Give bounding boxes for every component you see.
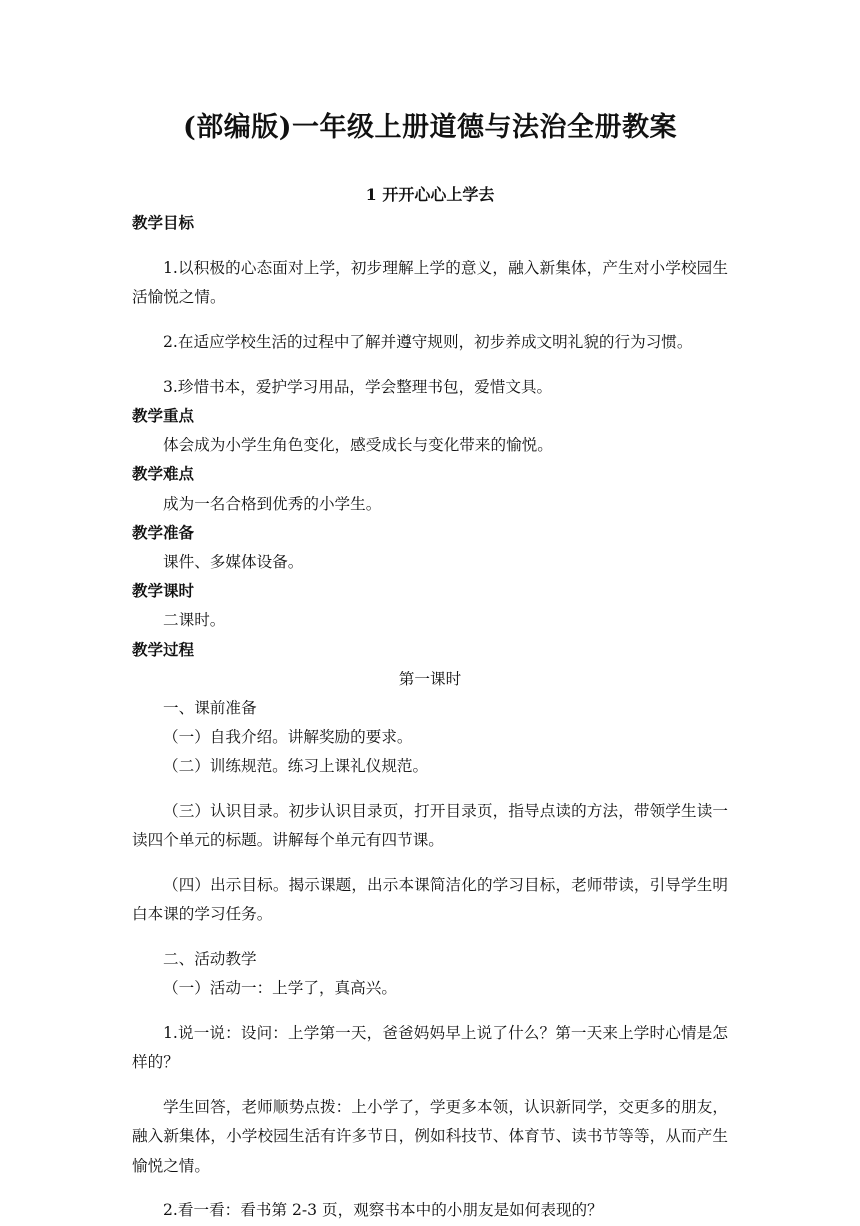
activity-1-question-2: 2.看一看：看书第 2-3 页，观察书本中的小朋友是如何表现的？ xyxy=(163,1201,603,1220)
heading-teaching-difficulties: 教学难点 xyxy=(132,465,195,484)
heading-teaching-preparation: 教学准备 xyxy=(132,523,195,542)
step-1-item-a: （一）自我介绍。讲解奖励的要求。 xyxy=(163,728,413,747)
step-2-title: 二、活动教学 xyxy=(163,950,257,969)
activity-1-question-1: 1.说一说：设问：上学第一天，爸爸妈妈早上说了什么？第一天来上学时心情是怎样的？ xyxy=(132,1024,728,1072)
difficulties-text: 成为一名合格到优秀的小学生。 xyxy=(163,494,382,513)
heading-teaching-hours: 教学课时 xyxy=(132,582,195,601)
heading-teaching-process: 教学过程 xyxy=(132,640,195,659)
hours-text: 二课时。 xyxy=(163,611,226,630)
lesson-title: 1 开开心心上学去 xyxy=(365,185,495,204)
goal-item-2: 2.在适应学校生活的过程中了解并遵守规则，初步养成文明礼貌的行为习惯。 xyxy=(163,333,693,351)
document-title: (部编版)一年级上册道德与法治全册教案 xyxy=(182,112,678,143)
document-body xyxy=(132,180,728,1226)
step-1-item-c: （三）认识目录。初步认识目录页，打开目录页，指导点读的方法，带领学生读一读四个单元的标题。讲解每个单元有四节课。 xyxy=(132,802,728,850)
step-1-item-b: （二）训练规范。练习上课礼仪规范。 xyxy=(163,757,429,776)
step-1-item-d: （四）出示目标。揭示课题，出示本课简洁化的学习目标，老师带读，引导学生明白本课的学习任务。 xyxy=(132,876,728,924)
activity-1-answer: 学生回答，老师顺势点拨：上小学了，学更多本领，认识新同学，交更多的朋友，融入新集体，小学校园生活有许多节日，例如科技节、体育节、读书节等等，从而产生愉悦之情。 xyxy=(132,1098,728,1175)
goal-item-3: 3.珍惜书本，爱护学习用品，学会整理书包，爱惜文具。 xyxy=(163,377,553,396)
period-title: 第一课时 xyxy=(398,669,462,688)
step-1-title: 一、课前准备 xyxy=(163,699,257,718)
activity-1-title: （一）活动一：上学了，真高兴。 xyxy=(163,979,397,998)
preparation-text: 课件、多媒体设备。 xyxy=(163,553,304,572)
key-points-text: 体会成为小学生角色变化，感受成长与变化带来的愉悦。 xyxy=(163,436,553,455)
heading-teaching-key-points: 教学重点 xyxy=(132,407,195,425)
goal-item-1: 1.以积极的心态面对上学，初步理解上学的意义，融入新集体，产生对小学校园生活愉悦之情。 xyxy=(132,259,728,307)
heading-teaching-goals: 教学目标 xyxy=(132,214,195,233)
